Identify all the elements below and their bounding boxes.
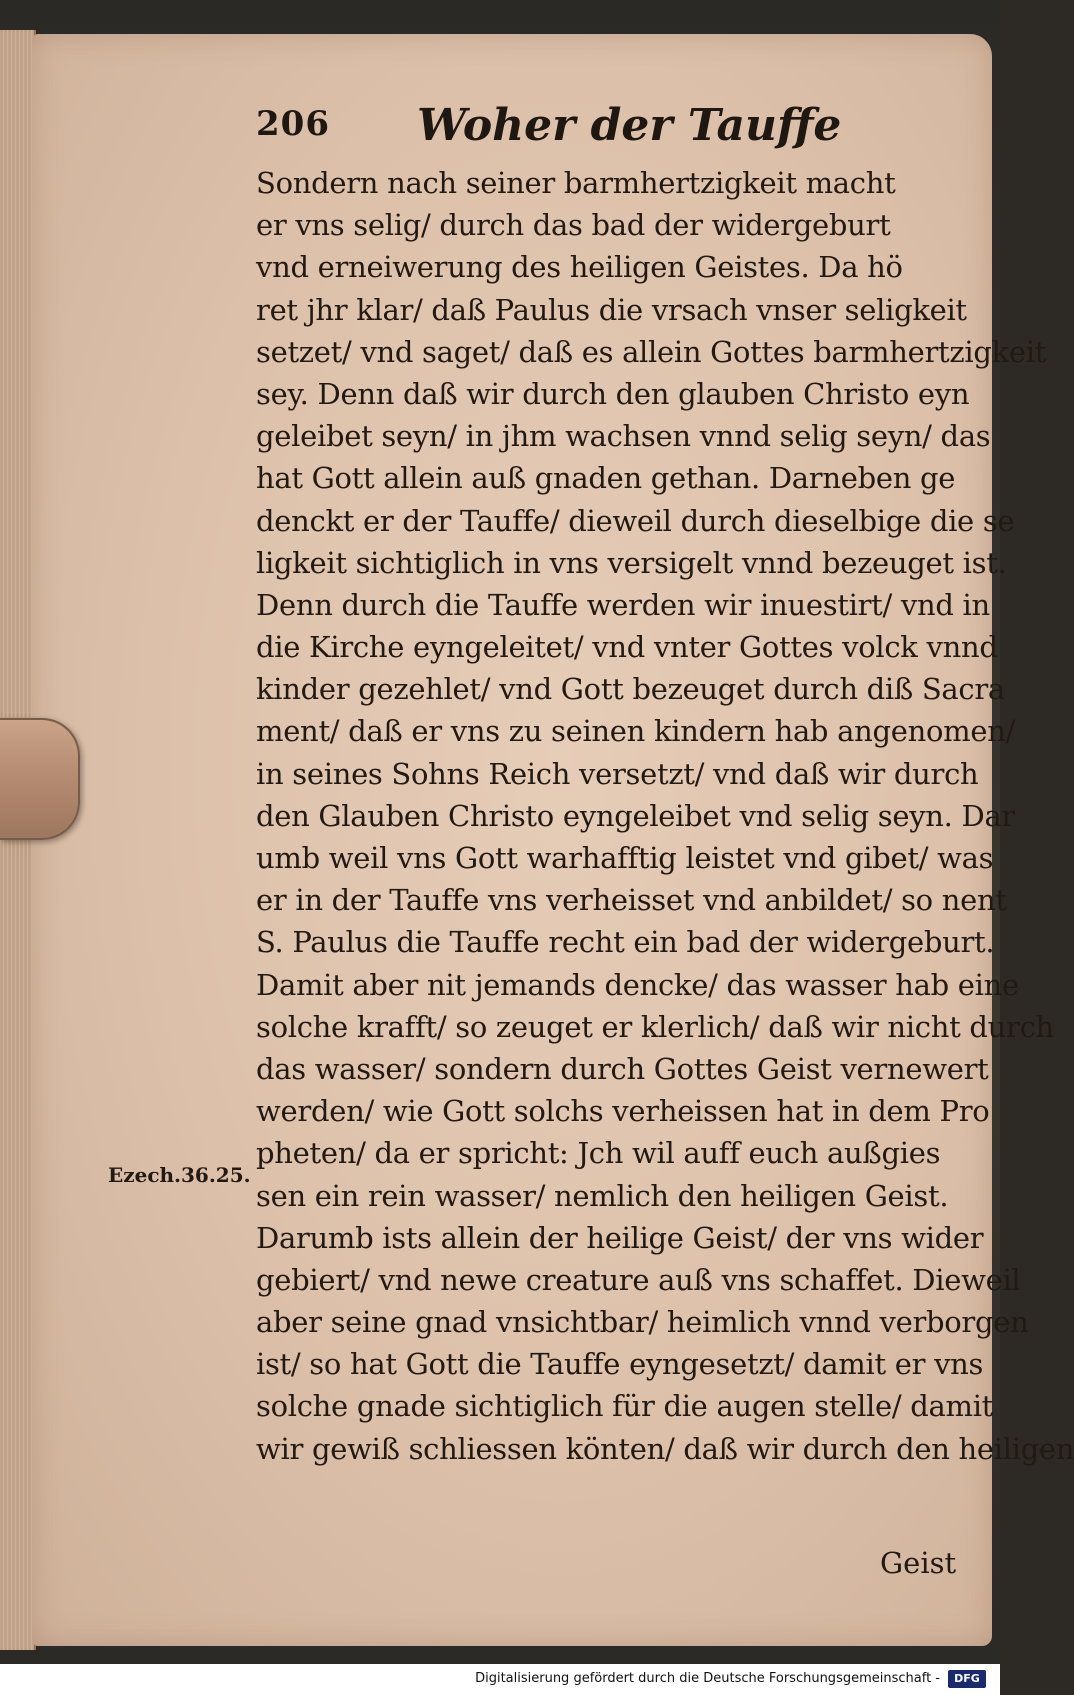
running-title: Woher der Tauffe (417, 100, 842, 151)
text-line: hat Gott allein auß gnaden gethan. Darneben ge (256, 461, 956, 496)
text-line: das wasser/ sondern durch Gottes Geist vernewert (256, 1051, 989, 1086)
footer-bar (0, 1664, 1000, 1695)
footer-credit: Digitalisierung gefördert durch die Deutsche Forschungsgemeinschaft - (475, 1671, 940, 1686)
text-line: S. Paulus die Tauffe recht ein bad der widergeburt. (256, 925, 995, 960)
text-line: vnd erneiwerung des heiligen Geistes. Da hö (256, 250, 903, 285)
text-line: aber seine gnad vnsichtbar/ heimlich vnnd verborgen (256, 1305, 1029, 1340)
text-line: ist/ so hat Gott die Tauffe eyngesetzt/ damit er vns (256, 1347, 984, 1382)
text-line: er vns selig/ durch das bad der widergeburt (256, 208, 891, 243)
text-line: solche krafft/ so zeuget er klerlich/ daß wir nicht durch (256, 1009, 1054, 1044)
dfg-logo-icon: DFG (948, 1670, 986, 1688)
text-line: die Kirche eyngeleitet/ vnd vnter Gottes volck vnnd (256, 630, 998, 665)
text-line: Denn durch die Tauffe werden wir inuestirt/ vnd in (256, 587, 990, 622)
text-line: sey. Denn daß wir durch den glauben Christo eyn (256, 376, 970, 411)
text-line: in seines Sohns Reich versetzt/ vnd daß wir durch (256, 756, 979, 791)
book-page-edges (0, 30, 36, 1650)
text-line: pheten/ da er spricht: Jch wil auff euch außgies (256, 1136, 941, 1171)
page-number: 206 (256, 104, 330, 144)
text-line: denckt er der Tauffe/ dieweil durch dieselbige die se (256, 503, 1015, 538)
text-line: Sondern nach seiner barmhertzigkeit macht (256, 166, 896, 200)
text-line: gebiert/ vnd newe creature auß vns schaffet. Dieweil (256, 1262, 1021, 1297)
text-line: den Glauben Christo eyngeleibet vnd selig seyn. Dar (256, 798, 1015, 833)
text-line: geleibet seyn/ in jhm wachsen vnnd selig seyn/ das (256, 419, 991, 454)
text-line: Darumb ists allein der heilige Geist/ der vns wider (256, 1220, 984, 1255)
body-text (256, 162, 1074, 1470)
book-clasp (0, 718, 80, 840)
text-line: ment/ daß er vns zu seinen kindern hab angenomen/ (256, 714, 1016, 749)
text-line: ligkeit sichtiglich in vns versigelt vnnd bezeuget ist. (256, 545, 1007, 580)
margin-note: Ezech.36.25. (108, 1163, 251, 1187)
text-line: werden/ wie Gott solchs verheissen hat in dem Pro (256, 1094, 990, 1129)
text-line: kinder gezehlet/ vnd Gott bezeuget durch diß Sacra (256, 672, 1005, 707)
catchword: Geist (880, 1546, 957, 1580)
text-line: Damit aber nit jemands dencke/ das wasser hab eine (256, 967, 1019, 1002)
text-line: ret jhr klar/ daß Paulus die vrsach vnser seligkeit (256, 292, 967, 327)
text-line: sen ein rein wasser/ nemlich den heiligen Geist. (256, 1178, 949, 1213)
text-line: setzet/ vnd saget/ daß es allein Gottes barmhertzigkeit (256, 334, 1047, 369)
text-line: er in der Tauffe vns verheisset vnd anbildet/ so nent (256, 883, 1007, 918)
text-line: wir gewiß schliessen könten/ daß wir durch den heiligen (256, 1431, 1074, 1466)
page-header (222, 100, 922, 160)
text-line: solche gnade sichtiglich für die augen stelle/ damit (256, 1389, 994, 1424)
text-line: umb weil vns Gott warhafftig leistet vnd gibet/ was (256, 841, 994, 875)
